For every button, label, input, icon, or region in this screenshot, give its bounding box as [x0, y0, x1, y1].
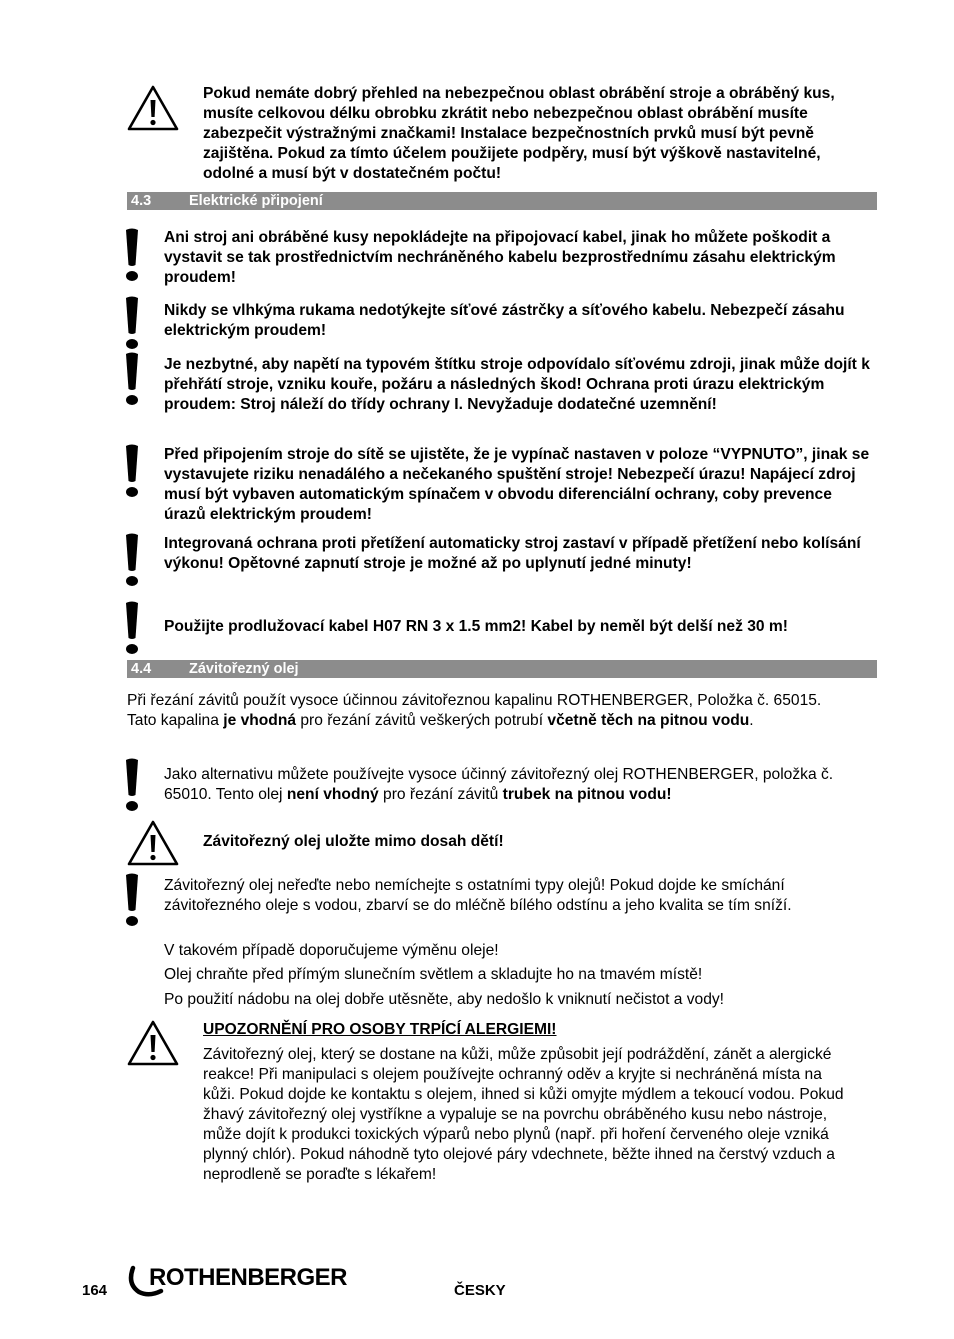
electrical-note-2: Nikdy se vlhkýma rukama nedotýkejte síťové zástrčky a síťového kabelu. Nebezpečí zásahu elektrickým proudem!: [164, 302, 845, 339]
electrical-note-6: Použijte prodlužovací kabel H07 RN 3 x 1.5 mm2! Kabel by neměl být delší než 30 m!: [164, 618, 788, 635]
exclamation-icon: [123, 351, 141, 407]
electrical-note-3: Je nezbytné, aby napětí na typovém štítku stroje odpovídalo síťovému zdroji, jinak může dojít k přehřátí stroje, vzniku kouře, požáru a následných škod! Ochrana proti úrazu elektrickým proudem: Stroj náleží do třídy ochrany I. Nevyžaduje dodatečné uzemnění!: [164, 356, 870, 413]
oil-replacement-note: V takovém případě doporučujeme výměnu oleje!: [164, 942, 499, 959]
exclamation-icon: [123, 443, 141, 499]
page-number: 164: [82, 1282, 108, 1299]
warning-triangle-icon: [126, 819, 180, 867]
section-header-electrical: [127, 192, 877, 210]
logo-wordmark: ROTHENBERGER: [149, 1264, 348, 1291]
oil-intro-paragraph: [127, 691, 852, 731]
exclamation-icon: [123, 600, 141, 656]
exclamation-icon: [123, 227, 141, 283]
oil-intro-text: pro řezání závitů veškerých potrubí: [296, 712, 548, 729]
exclamation-icon: [123, 872, 141, 928]
oil-storage-note: Olej chraňte před přímým slunečním světlem a skladujte ho na tmavém místě!: [164, 966, 703, 983]
oil-sealing-note: Po použití nádobu na olej dobře utěsněte, aby nedošlo k vniknutí nečistot a vody!: [164, 991, 725, 1008]
section-title: Elektrické připojení: [189, 193, 323, 209]
oil-alt-emphasis: trubek na pitnou vodu!: [502, 786, 672, 803]
oil-alt-emphasis: není vhodný: [286, 786, 379, 803]
oil-alternative-paragraph: [164, 765, 854, 805]
oil-intro-emphasis: včetně těch na pitnou vodu: [547, 712, 750, 729]
language-label: ČESKY: [454, 1282, 506, 1299]
section-title: Závitořezný olej: [189, 661, 299, 677]
section-header-oil: [127, 660, 877, 678]
rothenberger-logo: [127, 1262, 359, 1302]
oil-intro-emphasis: je vhodná: [223, 712, 297, 729]
oil-intro-text: .: [749, 712, 754, 729]
electrical-note-5: Integrovaná ochrana proti přetížení automaticky stroj zastaví v případě přetížení nebo kolísání výkonu! Opětovné zapnutí stroje je možné až po uplynutí jedné minuty!: [164, 535, 861, 572]
section-number: 4.4: [131, 661, 152, 677]
exclamation-icon: [123, 532, 141, 588]
exclamation-icon: [123, 295, 141, 351]
allergy-heading: UPOZORNĚNÍ PRO OSOBY TRPÍCÍ ALERGIEMI!: [203, 1021, 557, 1038]
oil-intro-text: Při řezání závitů použít vysoce účinnou závitořeznou kapalinu ROTHENBERGER, Položka č. 65015. Tato kapalina: [127, 692, 822, 729]
oil-alt-text: pro řezání závitů: [378, 786, 503, 803]
electrical-note-4: Před připojením stroje do sítě se ujistěte, že je vypínač nastaven v poloze “VYPNUTO”, jinak se vystavujete riziku nenadálého a nečekaného spuštění stroje! Nebezpečí úrazu! Napájecí zdroj musí být vybaven automatickým spínačem v obvodu diferenciální ochrany, coby prevence úrazů elektrickým proudem!: [164, 446, 870, 523]
warning-triangle-icon: [126, 84, 180, 132]
allergy-text: Závitořezný olej, který se dostane na kůži, může způsobit její podráždění, zánět a alergické reakce! Při manipulaci s olejem používejte ochranný oděv a kryjte si nechráněná místa na kůži. Pokud dojde ke kontaktu s olejem, ihned si kůži omyjte mýdlem a tekoucí vodou. Pokud žhavý závitořezný olej vystříkne a vypaluje se na povrchu obráběného kusu nebo nástroje, může dojít k produkci toxických výparů nebo plynů (např. při hoření červeného oleje vzniká plynný chlór). Pokud náhodně tyto olejové páry vdechnete, běžte ihned na čerstvý vzduch a neprodleně se poraďte s lékařem!: [203, 1046, 844, 1183]
oil-children-warning: Závitořezný olej uložte mimo dosah dětí!: [203, 833, 504, 850]
oil-alt-text: Jako alternativu můžete používejte vysoce účinný závitořezný olej ROTHENBERGER, položka č. 65010. Tento olej: [164, 766, 834, 803]
section-number: 4.3: [131, 193, 152, 209]
warning-triangle-icon: [126, 1019, 180, 1067]
warning-obrabeni-text: Pokud nemáte dobrý přehled na nebezpečnou oblast obrábění stroje a obráběný kus, musíte celkovou délku obrobku zkrátit nebo nebezpečnou oblast obrábění musíte zabezpečit výstražnými značkami! Instalace bezpečnostních prvků musí být pevně zajištěna. Pokud za tímto účelem použijete podpěry, musí být výškově nastavitelné, odolné a musí být v dostatečném počtu!: [203, 85, 835, 182]
electrical-note-1: Ani stroj ani obráběné kusy nepokládejte na připojovací kabel, jinak ho můžete poškodit a vystavit se tak prostřednictvím nechráněného kabelu bezprostřednímu zásahu elektrickým proudem!: [164, 229, 836, 286]
exclamation-icon: [123, 757, 141, 813]
oil-mixing-note: Závitořezný olej neřeďte nebo nemíchejte s ostatními typy olejů! Pokud dojde ke smíchání závitořezného oleje s vodou, zbarví se do mléčně bílého odstínu a jeho kvalita se tím sníží.: [164, 877, 792, 914]
